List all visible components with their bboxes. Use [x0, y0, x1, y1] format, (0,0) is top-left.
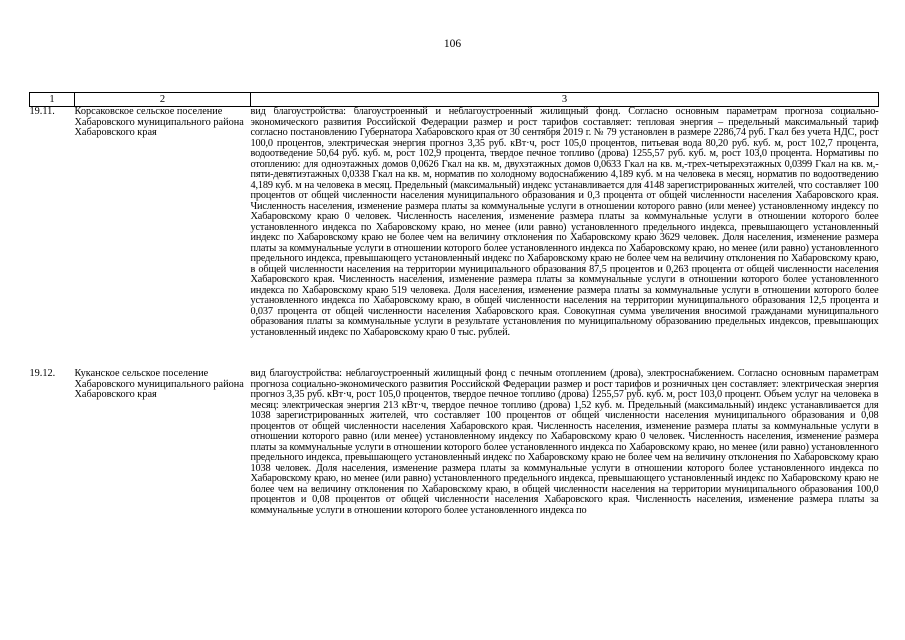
row-number: 19.11. — [29, 106, 55, 117]
table-row — [30, 369, 879, 583]
page-number: 106 — [443, 38, 462, 50]
header-col-2: 2 — [75, 93, 251, 107]
table-row — [30, 107, 879, 370]
settlement-name: Куканское сельское поселение Хабаровского муниципального района Хабаровского края — [74, 368, 244, 400]
header-col-1: 1 — [30, 93, 75, 107]
header-col-3: 3 — [251, 93, 879, 107]
row-number: 19.12. — [29, 368, 56, 379]
row-description: вид благоустройства: благоустроенный и неблагоустроенный жилищный фонд. Согласно основным параметрам прогноза социально-экономического развития Российской Федерации размер и рост тарифов составляет: тепловая энергия – предельный максимальный тариф согласно постановлению Губернатора Хабаровского края от 30 сентября 2019 г. № 79 установлен в размере 2286,74 руб. Гкал без учета НДС, рост 100,0 процентов, электрическая энергия прогноз 3,35 руб. кВт·ч, рост 105,0 процентов, питьевая вода 80,20 руб. куб. м, рост 102,7 процента, водоотведение 50,64 руб. куб. м, рост 102,9 процента, твердое печное топливо (дрова) 1255,57 руб. куб. м, рост 103,0 процента. Нормативы по отоплению: для одноэтажных домов 0,0626 Гкал на кв. м, двухэтажных домов 0,0633 Гкал на кв. м,-трех-четырехэтажных 0,0399 Гкал на кв. м,-пяти-девятиэтажных 0,0338 Гкал на кв. м, норматив по холодному водоснабжению 4,189 куб. м на человека в месяц, норматив по водоотведению 4,189 куб. м на человека в месяц. Предельный (максимальный) индекс устанавливается для 4148 зарегистрированных жителей, что составляет 100 процентов от общей численности населения муниципального образования и 0,3 процента от общей численности населения Хабаровского края. Численность населения, изменение размера платы за коммунальные услуги в отношении которого равно (или менее) установленному индексу по Хабаровскому краю 0 человек. Численность населения, изменение размера платы за коммунальные услуги в отношении которого более установленного индекса по Хабаровскому краю, но менее (или равно) установленного предельного индекса, превышающего установленный индекс по Хабаровскому краю не более чем на величину отклонения по Хабаровскому краю 3629 человек. Доля населения, изменение размера платы за коммунальные услуги в отношении которого более установленного индекса по Хабаровскому краю, но менее (или равно) установленного предельного индекса, превышающего установленный индекс по Хабаровскому краю не более чем на величину отклонения по Хабаровскому краю, в общей численности населения на территории муниципального образования 87,5 процентов и 0,263 процента от общей численности населения Хабаровского края. Численность населения, изменение размера платы за коммунальные услуги в отношении которого более установленного индекса по Хабаровскому краю 519 человека. Доля населения, изменение размера платы за коммунальные услуги в отношении которого более установленного индекса по Хабаровскому краю, в общей численности населения на территории муниципального образования 12,5 процента и 0,037 процента от общей численности населения Хабаровского края. Совокупная сумма увеличения вносимой гражданами муниципального образования платы за коммунальные услуги в результате установления по муниципальному образованию предельных индексов, превышающих установленный индекс по Хабаровскому краю 0 тыс. рублей. — [250, 106, 879, 338]
tariff-table — [29, 92, 879, 583]
table-header-row — [30, 93, 879, 107]
row-description: вид благоустройства: неблагоустроенный жилищный фонд с печным отоплением (дрова), электроснабжением. Согласно основным параметрам прогноза социально-экономического развития Российской Федерации размер и рост тарифов и розничных цен составляет: электрическая энергия прогноз 3,35 руб. кВт·ч, рост 105,0 процентов, твердое печное топливо (дрова) 1255,57 руб. куб. м, рост 103,0 процент. Объем услуг на человека в месяц: электрическая энергия 213 кВт·ч, твердое печное топливо (дрова) 1,52 куб. м. Предельный (максимальный) индекс устанавливается для 1038 зарегистрированных жителей, что составляет 100 процентов от общей численности населения муниципального образования и 0,08 процентов от общей численности населения Хабаровского края. Численность населения, изменение размера платы за коммунальные услуги в отношении которого равно (или менее) установленному индексу по Хабаровскому краю 0 человек. Численность населения, изменение размера платы за коммунальные услуги в отношении которого более установленного индекса по Хабаровскому краю, но менее (или равно) установленного предельного индекса, превышающего установленный индекс по Хабаровскому краю не более чем на величину отклонения по Хабаровскому краю 1038 человек. Доля населения, изменение размера платы за коммунальные услуги в отношении которого более установленного индекса по Хабаровскому краю, но менее (или равно) установленного предельного индекса, превышающего установленный индекс по Хабаровскому краю не более чем на величину отклонения по Хабаровскому краю, в общей численности населения на территории муниципального образования 100,0 процентов и 0,08 процентов от общей численности населения Хабаровского края. Численность населения, изменение размера платы за коммунальные услуги в отношении которого более установленного индекса по — [250, 368, 879, 516]
settlement-name: Корсаковское сельское поселение Хабаровского муниципального района Хабаровского края — [74, 106, 244, 138]
